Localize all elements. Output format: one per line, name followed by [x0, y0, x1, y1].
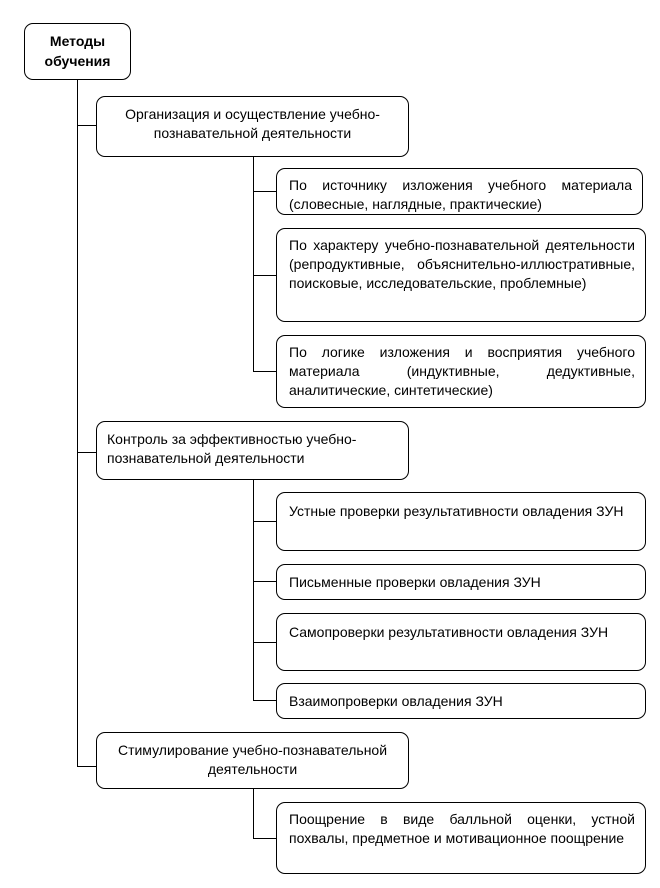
- method-label: По источнику изложения учебного материала (словесные, наглядные, практические): [289, 177, 632, 212]
- method-label: Устные проверки результативности овладения ЗУН: [289, 503, 624, 519]
- connector-to-method-1-2: [253, 275, 276, 276]
- category-label: Контроль за эффективностью учебно-познавательной деятельности: [107, 431, 357, 466]
- method-node-by-activity-character: [276, 228, 646, 322]
- category-label: Стимулирование учебно-познавательной деятельности: [117, 742, 388, 777]
- method-label: Самопроверки результативности овладения ЗУН: [289, 624, 609, 640]
- connector-to-method-2-1: [253, 521, 276, 522]
- method-node-encouragement: [276, 802, 646, 874]
- root-node: [24, 23, 131, 80]
- connector-to-method-2-2: [253, 581, 276, 582]
- category-2-branch-connector: [253, 479, 254, 700]
- method-label: Взаимопроверки овладения ЗУН: [289, 693, 503, 709]
- method-node-by-logic: [276, 335, 646, 408]
- category-node-control: [96, 421, 409, 480]
- method-node-oral-checks: [276, 492, 646, 551]
- category-1-branch-connector: [253, 156, 254, 371]
- category-node-organization: [96, 96, 409, 157]
- method-label: По логике изложения и восприятия учебного материала (индуктивные, дедуктивные, аналитические, синтетические): [289, 344, 635, 398]
- root-node-label: Методы обучения: [44, 33, 111, 69]
- method-node-peer-checks: [276, 683, 646, 719]
- connector-to-method-2-3: [253, 642, 276, 643]
- category-3-branch-connector: [253, 788, 254, 839]
- category-node-stimulation: [96, 732, 409, 789]
- connector-to-category-2: [77, 452, 96, 453]
- connector-to-method-3-1: [253, 838, 276, 839]
- connector-to-method-1-3: [253, 371, 276, 372]
- connector-to-category-3: [77, 766, 96, 767]
- root-trunk-connector: [77, 80, 78, 766]
- method-label: Поощрение в виде балльной оценки, устной похвалы, предметное и мотивационное поощрение: [289, 811, 635, 846]
- method-label: Письменные проверки овладения ЗУН: [289, 574, 541, 590]
- method-label: По характеру учебно-познавательной деятельности (репродуктивные, объяснительно-иллюстративные, поисковые, исследовательские, проблемные): [289, 237, 635, 291]
- connector-to-method-2-4: [253, 700, 276, 701]
- method-node-written-checks: [276, 564, 646, 600]
- category-label: Организация и осуществление учебно-познавательной деятельности: [125, 106, 380, 141]
- connector-to-category-1: [77, 125, 96, 126]
- method-node-self-checks: [276, 613, 646, 671]
- method-node-by-source: [276, 168, 643, 215]
- connector-to-method-1-1: [253, 191, 276, 192]
